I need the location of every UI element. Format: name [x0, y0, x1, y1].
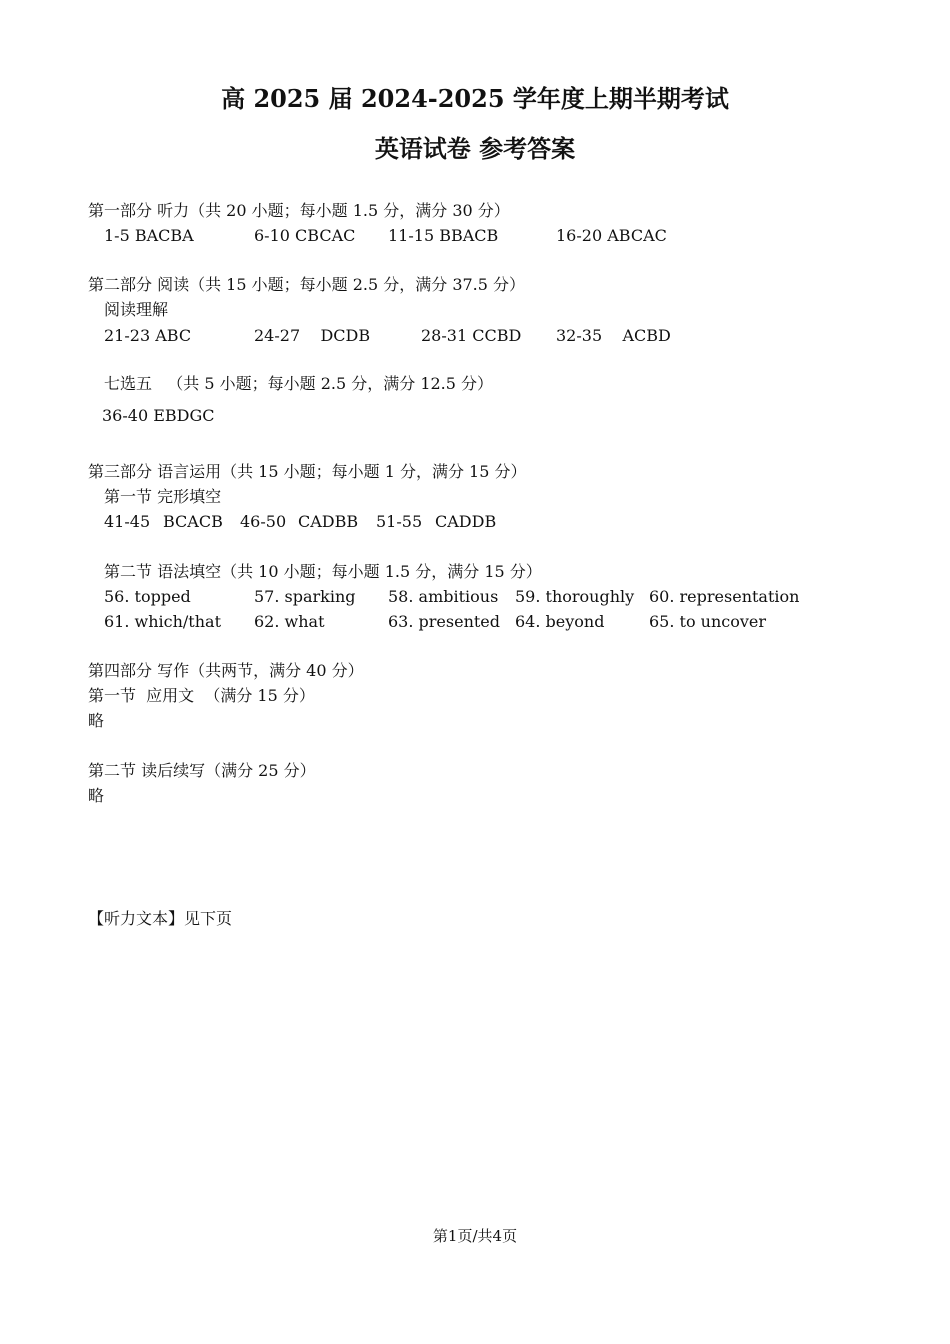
cloze-range: 51-55 [376, 512, 423, 531]
cloze-range: 41-45 [104, 512, 151, 531]
part4-section1: 第一节 应用文 （满分 15 分） [88, 686, 315, 705]
cloze-answer: BCACB [163, 512, 223, 531]
grammar-answer: 60. representation [649, 587, 800, 606]
grammar-answer: 63. presented [388, 612, 501, 631]
grammar-answer: 58. ambitious [388, 587, 499, 606]
page-subtitle: 英语试卷 参考答案 [374, 134, 576, 163]
grammar-answer: 64. beyond [515, 612, 605, 631]
answer-group: 32-35 ACBD [556, 326, 671, 345]
answer-group: 28-31 CCBD [421, 326, 522, 345]
grammar-answer: 65. to uncover [649, 612, 767, 631]
grammar-answer: 59. thoroughly [515, 587, 635, 606]
grammar-answer: 62. what [254, 612, 325, 631]
grammar-answer: 56. topped [104, 587, 191, 606]
part3-section2: 第二节 语法填空（共 10 小题；每小题 1.5 分，满分 15 分） [104, 562, 542, 581]
answer-group: 1-5 BACBA [104, 226, 194, 245]
part2-sub-reading: 阅读理解 [104, 300, 169, 319]
part1-heading: 第一部分 听力（共 20 小题；每小题 1.5 分，满分 30 分） [88, 201, 510, 220]
page-title: 高 2025 届 2024-2025 学年度上期半期考试 [221, 84, 729, 113]
answer-group: 21-23 ABC [104, 326, 192, 345]
cloze-range: 46-50 [240, 512, 287, 531]
part2-sub-seven-five: 七选五 （共 5 小题；每小题 2.5 分，满分 12.5 分） [104, 374, 494, 393]
grammar-answer: 61. which/that [104, 612, 222, 631]
part4-section1-body: 略 [88, 711, 105, 730]
listening-text-note: 【听力文本】见下页 [88, 909, 233, 928]
part4-section2-body: 略 [88, 786, 105, 805]
answer-group: 6-10 CBCAC [254, 226, 356, 245]
answer-group: 36-40 EBDGC [102, 406, 215, 425]
grammar-answer: 57. sparking [254, 587, 356, 606]
part4-section2: 第二节 读后续写（满分 25 分） [88, 761, 316, 780]
part4-heading: 第四部分 写作（共两节，满分 40 分） [88, 661, 364, 680]
page-number: 第1页/共4页 [432, 1227, 518, 1245]
answer-group: 11-15 BBACB [388, 226, 499, 245]
answer-group: 16-20 ABCAC [556, 226, 667, 245]
part3-section1: 第一节 完形填空 [104, 487, 222, 506]
cloze-answer: CADDB [435, 512, 497, 531]
answer-group: 24-27 DCDB [254, 326, 371, 345]
part3-heading: 第三部分 语言运用（共 15 小题；每小题 1 分，满分 15 分） [88, 462, 527, 481]
cloze-answer: CADBB [298, 512, 359, 531]
part2-heading: 第二部分 阅读（共 15 小题；每小题 2.5 分，满分 37.5 分） [88, 275, 526, 294]
